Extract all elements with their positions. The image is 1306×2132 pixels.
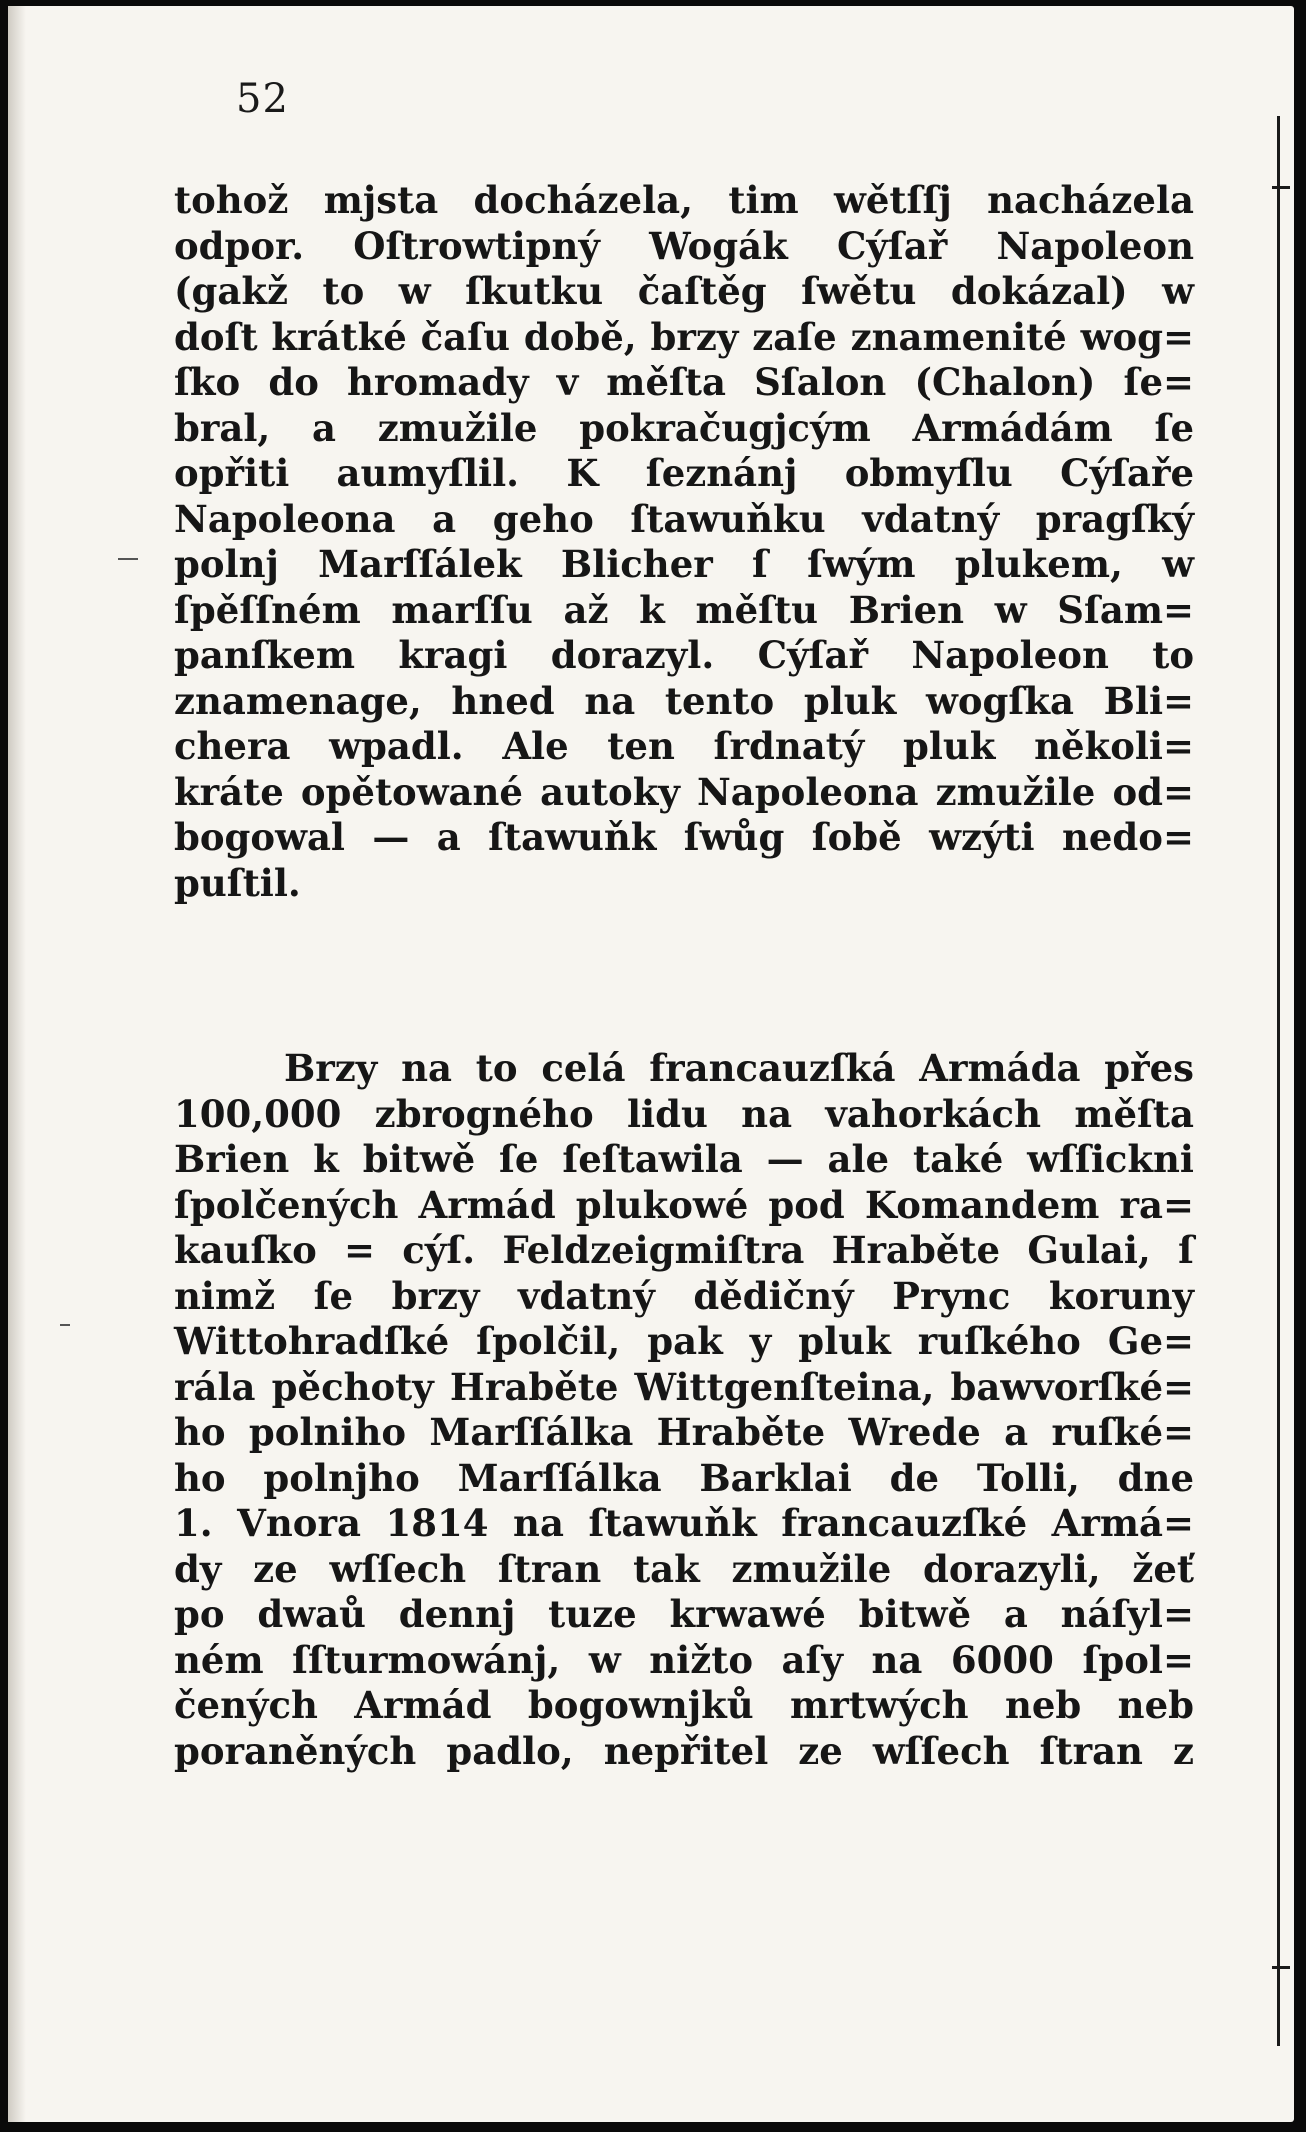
text-line: znamenage, hned na tento pluk wogſka Bli= [174,678,1194,723]
text-line: po dwaů dennj tuze krwawé bitwě a náſyl= [174,1592,1194,1636]
text-line: panſkem kragi dorazyl. Cýſař Napoleon to [174,633,1194,677]
text-line: puſtil. [174,860,301,905]
text-line: ſpolčených Armád plukowé pod Komandem ra= [174,1182,1194,1227]
text-line: opřiti aumyſlil. K ſeznánj obmyſlu Cýſaře [174,451,1194,495]
page-edge-shadow [8,6,26,2122]
text-line: ho polnjho Marſſálka Barklai de Tolli, dne [174,1455,1194,1500]
text-line: Brien k bitwě ſe ſeſtawila — ale také wſſickni [174,1137,1194,1181]
paragraph-1 [174,178,1194,906]
text-line: Napoleona a geho ſtawuňku vdatný pragſký [174,496,1194,541]
text-line: dy ze wſſech ſtran tak zmužile dorazyli, žeť [174,1546,1194,1591]
text-line: tohož mjsta docházela, tim wětſſj nacházela [174,178,1194,222]
paragraph-2 [174,1046,1194,1774]
text-line: 1. Vnora 1814 na ſtawuňk francauzſké Armá= [174,1501,1194,1545]
margin-mark [60,1324,70,1326]
text-line: Brzy na to celá francauzſká Armáda přes [284,1046,1194,1090]
text-line: ho polniho Marſſálka Hraběte Wrede a ruſké= [174,1410,1194,1454]
margin-tick [1272,1966,1290,1969]
text-line: chera wpadl. Ale ten ſrdnatý pluk několi= [174,724,1194,768]
page-number: 52 [236,76,289,122]
text-line: bral, a zmužile pokračugjcým Armádám ſe [174,405,1194,450]
margin-mark [118,558,138,560]
text-line: ſko do hromady v měſta Sſalon (Chalon) ſe= [174,360,1194,404]
text-line: doſt krátké čaſu době, brzy zaſe znamenité wog= [174,314,1194,359]
text-line: ném ſſturmowánj, w nižto aſy na 6000 ſpol= [174,1637,1194,1682]
text-line: (gakž to w ſkutku čaſtěg ſwětu dokázal) w [174,269,1194,313]
text-line: kauſko = cýſ. Feldzeigmiſtra Hraběte Gulai, ſ [174,1228,1194,1272]
text-line: nimž ſe brzy vdatný dědičný Prync koruny [174,1273,1194,1318]
text-line: Wittohradſké ſpolčil, pak y pluk ruſkého Ge= [174,1319,1194,1363]
right-margin-line [1277,116,1280,2046]
text-line: poraněných padlo, nepřitel ze wſſech ſtran z [174,1728,1194,1773]
margin-tick [1272,186,1290,189]
text-line: odpor. Oſtrowtipný Wogák Cýſař Napoleon [174,223,1194,268]
text-line: kráte opětowané autoky Napoleona zmužile od= [174,769,1194,814]
book-page [8,6,1294,2122]
text-line: ſpěſſném marſſu až k měſtu Brien w Sſam= [174,587,1194,632]
text-line: bogowal — a ſtawuňk ſwůg ſobě wzýti nedo= [174,815,1194,859]
text-line: čených Armád bogownjků mrtwých neb neb [174,1683,1194,1727]
text-line: rála pěchoty Hraběte Wittgenſteina, bawvorſké= [174,1364,1194,1409]
text-line: polnj Marſſálek Blicher ſ ſwým plukem, w [174,542,1194,586]
text-line: 100,000 zbrogného lidu na vahorkách měſta [174,1091,1194,1136]
